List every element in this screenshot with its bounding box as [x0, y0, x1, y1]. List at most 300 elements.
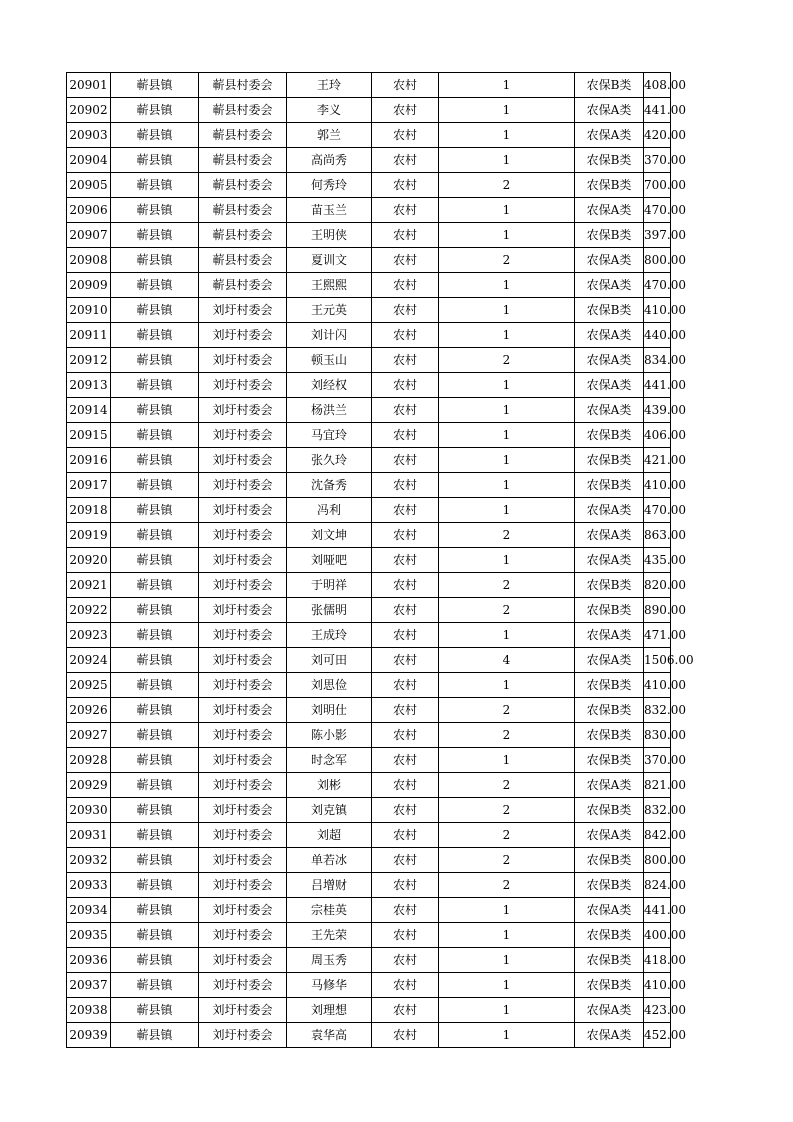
town-cell: 蕲县镇 [111, 623, 199, 648]
insurance-category-cell: 农保A类 [575, 648, 644, 673]
village-committee-cell: 刘圩村委会 [199, 423, 287, 448]
household-count-cell: 2 [439, 173, 575, 198]
town-cell: 蕲县镇 [111, 873, 199, 898]
amount-cell: 830.00 [644, 723, 671, 748]
record-id-cell: 20937 [67, 973, 111, 998]
village-committee-cell: 蕲县村委会 [199, 148, 287, 173]
area-type-cell: 农村 [372, 98, 439, 123]
person-name-cell: 冯利 [287, 498, 372, 523]
person-name-cell: 顿玉山 [287, 348, 372, 373]
town-cell: 蕲县镇 [111, 948, 199, 973]
area-type-cell: 农村 [372, 948, 439, 973]
insurance-category-cell: 农保B类 [575, 948, 644, 973]
person-name-cell: 时念军 [287, 748, 372, 773]
area-type-cell: 农村 [372, 598, 439, 623]
town-cell: 蕲县镇 [111, 848, 199, 873]
insurance-category-cell: 农保B类 [575, 698, 644, 723]
insurance-category-cell: 农保B类 [575, 223, 644, 248]
table-row [67, 173, 671, 198]
insurance-category-cell: 农保A类 [575, 248, 644, 273]
household-count-cell: 2 [439, 698, 575, 723]
record-id-cell: 20913 [67, 373, 111, 398]
amount-cell: 470.00 [644, 198, 671, 223]
area-type-cell: 农村 [372, 148, 439, 173]
area-type-cell: 农村 [372, 823, 439, 848]
town-cell: 蕲县镇 [111, 223, 199, 248]
area-type-cell: 农村 [372, 773, 439, 798]
area-type-cell: 农村 [372, 848, 439, 873]
person-name-cell: 刘经权 [287, 373, 372, 398]
area-type-cell: 农村 [372, 73, 439, 98]
area-type-cell: 农村 [372, 273, 439, 298]
amount-cell: 406.00 [644, 423, 671, 448]
town-cell: 蕲县镇 [111, 548, 199, 573]
village-committee-cell: 刘圩村委会 [199, 923, 287, 948]
insurance-category-cell: 农保A类 [575, 273, 644, 298]
area-type-cell: 农村 [372, 173, 439, 198]
person-name-cell: 刘可田 [287, 648, 372, 673]
record-id-cell: 20903 [67, 123, 111, 148]
amount-cell: 470.00 [644, 498, 671, 523]
insurance-category-cell: 农保B类 [575, 598, 644, 623]
town-cell: 蕲县镇 [111, 298, 199, 323]
insurance-category-cell: 农保B类 [575, 723, 644, 748]
person-name-cell: 王元英 [287, 298, 372, 323]
amount-cell: 435.00 [644, 548, 671, 573]
area-type-cell: 农村 [372, 198, 439, 223]
village-committee-cell: 刘圩村委会 [199, 573, 287, 598]
person-name-cell: 刘文坤 [287, 523, 372, 548]
town-cell: 蕲县镇 [111, 173, 199, 198]
village-committee-cell: 刘圩村委会 [199, 348, 287, 373]
amount-cell: 1506.00 [644, 648, 671, 673]
record-id-cell: 20936 [67, 948, 111, 973]
person-name-cell: 刘理想 [287, 998, 372, 1023]
amount-cell: 400.00 [644, 923, 671, 948]
household-count-cell: 2 [439, 873, 575, 898]
person-name-cell: 沈备秀 [287, 473, 372, 498]
person-name-cell: 王明侠 [287, 223, 372, 248]
town-cell: 蕲县镇 [111, 273, 199, 298]
insurance-category-cell: 农保A类 [575, 123, 644, 148]
village-committee-cell: 刘圩村委会 [199, 948, 287, 973]
area-type-cell: 农村 [372, 923, 439, 948]
record-id-cell: 20902 [67, 98, 111, 123]
village-committee-cell: 刘圩村委会 [199, 598, 287, 623]
person-name-cell: 于明祥 [287, 573, 372, 598]
table-row [67, 298, 671, 323]
table-body [67, 73, 694, 1048]
person-name-cell: 王成玲 [287, 623, 372, 648]
town-cell: 蕲县镇 [111, 398, 199, 423]
insurance-category-cell: 农保A类 [575, 523, 644, 548]
town-cell: 蕲县镇 [111, 523, 199, 548]
amount-cell: 800.00 [644, 248, 671, 273]
person-name-cell: 张儒明 [287, 598, 372, 623]
person-name-cell: 高尚秀 [287, 148, 372, 173]
person-name-cell: 何秀玲 [287, 173, 372, 198]
insurance-category-cell: 农保B类 [575, 448, 644, 473]
area-type-cell: 农村 [372, 698, 439, 723]
person-name-cell: 李义 [287, 98, 372, 123]
household-count-cell: 1 [439, 748, 575, 773]
area-type-cell: 农村 [372, 248, 439, 273]
insurance-category-cell: 农保A类 [575, 373, 644, 398]
person-name-cell: 王先荣 [287, 923, 372, 948]
town-cell: 蕲县镇 [111, 348, 199, 373]
town-cell: 蕲县镇 [111, 673, 199, 698]
area-type-cell: 农村 [372, 648, 439, 673]
table-row [67, 898, 671, 923]
town-cell: 蕲县镇 [111, 198, 199, 223]
amount-cell: 441.00 [644, 98, 671, 123]
household-count-cell: 1 [439, 673, 575, 698]
area-type-cell: 农村 [372, 223, 439, 248]
household-count-cell: 2 [439, 598, 575, 623]
household-count-cell: 1 [439, 298, 575, 323]
person-name-cell: 马修华 [287, 973, 372, 998]
amount-cell: 470.00 [644, 273, 671, 298]
table-row [67, 748, 671, 773]
table-row [67, 473, 671, 498]
person-name-cell: 刘明仕 [287, 698, 372, 723]
record-id-cell: 20905 [67, 173, 111, 198]
table-row [67, 548, 671, 573]
village-committee-cell: 刘圩村委会 [199, 398, 287, 423]
area-type-cell: 农村 [372, 448, 439, 473]
table-row [67, 948, 671, 973]
village-committee-cell: 蕲县村委会 [199, 248, 287, 273]
village-committee-cell: 蕲县村委会 [199, 98, 287, 123]
area-type-cell: 农村 [372, 673, 439, 698]
table-row [67, 1023, 671, 1048]
person-name-cell: 王玲 [287, 73, 372, 98]
village-committee-cell: 刘圩村委会 [199, 823, 287, 848]
area-type-cell: 农村 [372, 123, 439, 148]
insurance-category-cell: 农保B类 [575, 73, 644, 98]
area-type-cell: 农村 [372, 398, 439, 423]
record-id-cell: 20932 [67, 848, 111, 873]
table-row [67, 698, 671, 723]
table-row [67, 223, 671, 248]
record-id-cell: 20911 [67, 323, 111, 348]
household-count-cell: 1 [439, 123, 575, 148]
area-type-cell: 农村 [372, 498, 439, 523]
table-row [67, 148, 671, 173]
amount-cell: 420.00 [644, 123, 671, 148]
insurance-category-cell: 农保B类 [575, 923, 644, 948]
insurance-category-cell: 农保A类 [575, 348, 644, 373]
insurance-category-cell: 农保A类 [575, 623, 644, 648]
table-row [67, 523, 671, 548]
insurance-category-cell: 农保A类 [575, 773, 644, 798]
town-cell: 蕲县镇 [111, 923, 199, 948]
insurance-category-cell: 农保B类 [575, 748, 644, 773]
amount-cell: 408.00 [644, 73, 671, 98]
household-count-cell: 2 [439, 823, 575, 848]
town-cell: 蕲县镇 [111, 323, 199, 348]
village-committee-cell: 刘圩村委会 [199, 748, 287, 773]
household-count-cell: 1 [439, 998, 575, 1023]
village-committee-cell: 刘圩村委会 [199, 523, 287, 548]
record-id-cell: 20923 [67, 623, 111, 648]
table-row [67, 998, 671, 1023]
town-cell: 蕲县镇 [111, 648, 199, 673]
town-cell: 蕲县镇 [111, 148, 199, 173]
person-name-cell: 刘彬 [287, 773, 372, 798]
household-count-cell: 2 [439, 348, 575, 373]
village-committee-cell: 刘圩村委会 [199, 773, 287, 798]
household-count-cell: 2 [439, 248, 575, 273]
area-type-cell: 农村 [372, 473, 439, 498]
record-id-cell: 20916 [67, 448, 111, 473]
amount-cell: 842.00 [644, 823, 671, 848]
household-count-cell: 1 [439, 223, 575, 248]
village-committee-cell: 刘圩村委会 [199, 723, 287, 748]
household-count-cell: 1 [439, 1023, 575, 1048]
village-committee-cell: 刘圩村委会 [199, 798, 287, 823]
town-cell: 蕲县镇 [111, 573, 199, 598]
household-count-cell: 1 [439, 898, 575, 923]
village-committee-cell: 刘圩村委会 [199, 548, 287, 573]
record-id-cell: 20938 [67, 998, 111, 1023]
table-row [67, 323, 671, 348]
record-id-cell: 20922 [67, 598, 111, 623]
town-cell: 蕲县镇 [111, 473, 199, 498]
person-name-cell: 张久玲 [287, 448, 372, 473]
person-name-cell: 单若冰 [287, 848, 372, 873]
record-id-cell: 20924 [67, 648, 111, 673]
town-cell: 蕲县镇 [111, 123, 199, 148]
village-committee-cell: 刘圩村委会 [199, 623, 287, 648]
village-committee-cell: 刘圩村委会 [199, 848, 287, 873]
record-id-cell: 20927 [67, 723, 111, 748]
household-count-cell: 2 [439, 848, 575, 873]
village-committee-cell: 蕲县村委会 [199, 73, 287, 98]
amount-cell: 423.00 [644, 998, 671, 1023]
person-name-cell: 刘克镇 [287, 798, 372, 823]
town-cell: 蕲县镇 [111, 498, 199, 523]
record-id-cell: 20908 [67, 248, 111, 273]
record-id-cell: 20910 [67, 298, 111, 323]
amount-cell: 370.00 [644, 748, 671, 773]
town-cell: 蕲县镇 [111, 248, 199, 273]
record-id-cell: 20930 [67, 798, 111, 823]
person-name-cell: 王熙熙 [287, 273, 372, 298]
table-row [67, 623, 671, 648]
town-cell: 蕲县镇 [111, 73, 199, 98]
town-cell: 蕲县镇 [111, 723, 199, 748]
insurance-category-cell: 农保B类 [575, 423, 644, 448]
amount-cell: 821.00 [644, 773, 671, 798]
insurance-category-cell: 农保B类 [575, 473, 644, 498]
town-cell: 蕲县镇 [111, 448, 199, 473]
insurance-category-cell: 农保A类 [575, 548, 644, 573]
village-committee-cell: 刘圩村委会 [199, 373, 287, 398]
record-id-cell: 20919 [67, 523, 111, 548]
town-cell: 蕲县镇 [111, 698, 199, 723]
area-type-cell: 农村 [372, 998, 439, 1023]
area-type-cell: 农村 [372, 873, 439, 898]
record-id-cell: 20929 [67, 773, 111, 798]
amount-cell: 418.00 [644, 948, 671, 973]
insurance-category-cell: 农保B类 [575, 848, 644, 873]
insurance-category-cell: 农保B类 [575, 298, 644, 323]
household-count-cell: 1 [439, 623, 575, 648]
town-cell: 蕲县镇 [111, 823, 199, 848]
area-type-cell: 农村 [372, 548, 439, 573]
table-row [67, 98, 671, 123]
insurance-category-cell: 农保B类 [575, 573, 644, 598]
person-name-cell: 陈小影 [287, 723, 372, 748]
household-count-cell: 2 [439, 723, 575, 748]
household-count-cell: 2 [439, 523, 575, 548]
amount-cell: 440.00 [644, 323, 671, 348]
village-committee-cell: 刘圩村委会 [199, 973, 287, 998]
household-count-cell: 2 [439, 798, 575, 823]
table-row [67, 73, 671, 98]
area-type-cell: 农村 [372, 373, 439, 398]
table-row [67, 798, 671, 823]
table-row [67, 398, 671, 423]
household-count-cell: 1 [439, 923, 575, 948]
town-cell: 蕲县镇 [111, 1023, 199, 1048]
insurance-category-cell: 农保A类 [575, 823, 644, 848]
amount-cell: 863.00 [644, 523, 671, 548]
table-row [67, 248, 671, 273]
record-id-cell: 20920 [67, 548, 111, 573]
record-id-cell: 20917 [67, 473, 111, 498]
town-cell: 蕲县镇 [111, 973, 199, 998]
insurance-category-cell: 农保A类 [575, 898, 644, 923]
amount-cell: 397.00 [644, 223, 671, 248]
amount-cell: 410.00 [644, 973, 671, 998]
village-committee-cell: 刘圩村委会 [199, 873, 287, 898]
table-row [67, 198, 671, 223]
area-type-cell: 农村 [372, 298, 439, 323]
town-cell: 蕲县镇 [111, 423, 199, 448]
record-id-cell: 20925 [67, 673, 111, 698]
household-count-cell: 1 [439, 548, 575, 573]
record-id-cell: 20912 [67, 348, 111, 373]
table-row [67, 673, 671, 698]
area-type-cell: 农村 [372, 973, 439, 998]
amount-cell: 441.00 [644, 373, 671, 398]
amount-cell: 890.00 [644, 598, 671, 623]
insurance-category-cell: 农保A类 [575, 198, 644, 223]
person-name-cell: 苗玉兰 [287, 198, 372, 223]
record-id-cell: 20931 [67, 823, 111, 848]
village-committee-cell: 刘圩村委会 [199, 648, 287, 673]
household-count-cell: 1 [439, 398, 575, 423]
household-count-cell: 1 [439, 973, 575, 998]
town-cell: 蕲县镇 [111, 373, 199, 398]
amount-cell: 410.00 [644, 673, 671, 698]
person-name-cell: 夏训文 [287, 248, 372, 273]
record-id-cell: 20904 [67, 148, 111, 173]
village-committee-cell: 刘圩村委会 [199, 298, 287, 323]
table-row [67, 848, 671, 873]
person-name-cell: 刘思俭 [287, 673, 372, 698]
village-committee-cell: 刘圩村委会 [199, 448, 287, 473]
table-row [67, 573, 671, 598]
household-count-cell: 1 [439, 273, 575, 298]
person-name-cell: 郭兰 [287, 123, 372, 148]
person-name-cell: 刘哑吧 [287, 548, 372, 573]
village-committee-cell: 刘圩村委会 [199, 323, 287, 348]
insurance-category-cell: 农保A类 [575, 398, 644, 423]
amount-cell: 834.00 [644, 348, 671, 373]
household-count-cell: 1 [439, 423, 575, 448]
village-committee-cell: 蕲县村委会 [199, 173, 287, 198]
village-committee-cell: 刘圩村委会 [199, 673, 287, 698]
table-row [67, 773, 671, 798]
village-committee-cell: 刘圩村委会 [199, 473, 287, 498]
village-committee-cell: 蕲县村委会 [199, 123, 287, 148]
table-row [67, 348, 671, 373]
table-row [67, 423, 671, 448]
person-name-cell: 袁华高 [287, 1023, 372, 1048]
insurance-category-cell: 农保A类 [575, 998, 644, 1023]
table-row [67, 723, 671, 748]
insurance-category-cell: 农保B类 [575, 973, 644, 998]
village-committee-cell: 蕲县村委会 [199, 223, 287, 248]
amount-cell: 410.00 [644, 298, 671, 323]
village-committee-cell: 蕲县村委会 [199, 198, 287, 223]
insurance-category-cell: 农保B类 [575, 148, 644, 173]
record-id-cell: 20914 [67, 398, 111, 423]
village-committee-cell: 刘圩村委会 [199, 898, 287, 923]
record-id-cell: 20928 [67, 748, 111, 773]
table-row [67, 598, 671, 623]
household-count-cell: 1 [439, 323, 575, 348]
town-cell: 蕲县镇 [111, 898, 199, 923]
area-type-cell: 农村 [372, 1023, 439, 1048]
person-name-cell: 宗桂英 [287, 898, 372, 923]
table-row [67, 823, 671, 848]
area-type-cell: 农村 [372, 573, 439, 598]
amount-cell: 832.00 [644, 798, 671, 823]
person-name-cell: 杨洪兰 [287, 398, 372, 423]
village-committee-cell: 刘圩村委会 [199, 698, 287, 723]
table-row [67, 923, 671, 948]
area-type-cell: 农村 [372, 523, 439, 548]
insurance-category-cell: 农保A类 [575, 1023, 644, 1048]
household-count-cell: 1 [439, 148, 575, 173]
household-count-cell: 4 [439, 648, 575, 673]
amount-cell: 441.00 [644, 898, 671, 923]
record-id-cell: 20901 [67, 73, 111, 98]
insurance-category-cell: 农保B类 [575, 873, 644, 898]
area-type-cell: 农村 [372, 423, 439, 448]
amount-cell: 439.00 [644, 398, 671, 423]
amount-cell: 410.00 [644, 473, 671, 498]
person-name-cell: 马宜玲 [287, 423, 372, 448]
person-name-cell: 周玉秀 [287, 948, 372, 973]
area-type-cell: 农村 [372, 898, 439, 923]
town-cell: 蕲县镇 [111, 98, 199, 123]
household-count-cell: 1 [439, 198, 575, 223]
record-id-cell: 20921 [67, 573, 111, 598]
table-row [67, 973, 671, 998]
area-type-cell: 农村 [372, 623, 439, 648]
insurance-category-cell: 农保A类 [575, 323, 644, 348]
amount-cell: 800.00 [644, 848, 671, 873]
town-cell: 蕲县镇 [111, 998, 199, 1023]
insurance-category-cell: 农保B类 [575, 798, 644, 823]
household-count-cell: 2 [439, 773, 575, 798]
village-committee-cell: 刘圩村委会 [199, 1023, 287, 1048]
